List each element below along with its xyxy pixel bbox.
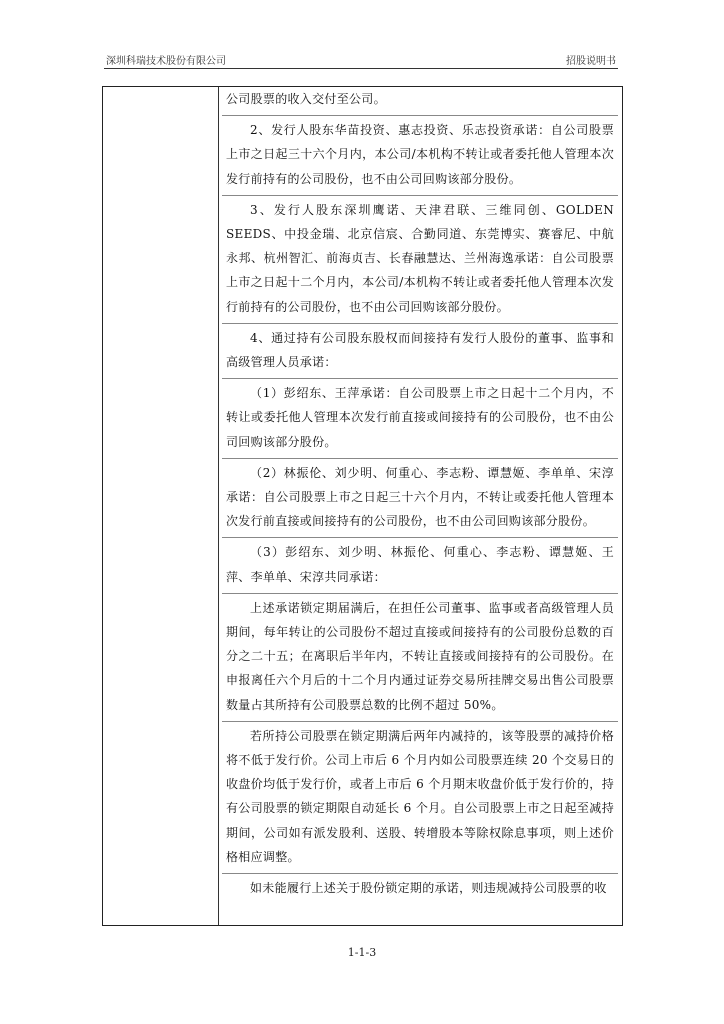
document-type: 招股说明书	[566, 56, 616, 67]
paragraph: 上述承诺锁定期届满后，在担任公司董事、监事或者高级管理人员期间，每年转让的公司股份不超过直接或间接持有的公司股份总数的百分之二十五；在离职后半年内，不转让直接或间接持有的公司股份。在申报离任六个月后的十二个月内通过证券交易所挂牌交易出售公司股票数量占其所持有公司股票总数的比例不超过 50%。	[226, 600, 614, 712]
paragraph: 公司股票的收入交付至公司。	[222, 87, 618, 116]
table-right-cell	[222, 87, 618, 904]
company-name: 深圳科瑞技术股份有限公司	[106, 56, 226, 67]
paragraph: 4、通过持有公司股东股权而间接持有发行人股份的董事、监事和高级管理人员承诺：	[222, 324, 618, 379]
paragraph: 3、发行人股东深圳鹰诺、天津君联、三维同创、GOLDEN SEEDS、中投金瑞、北京信宸、合勤同道、东莞博实、赛睿尼、中航永邦、杭州智汇、前海贞吉、长春融慧达、兰州海逸承诺：自公司股票上市之日起十二个月内，本公司/本机构不转让或者委托他人管理本次发行前持有的公司股份，也不由公司回购该部分股份。	[222, 196, 618, 324]
page-header	[104, 50, 618, 69]
paragraph: 若所持公司股票在锁定期满后两年内减持的，该等股票的减持价格将不低于发行价。公司上市后 6 个月内如公司股票连续 20 个交易日的收盘价均低于发行价，或者上市后 6 个月期末收盘价低于发行价的，持有公司股票的锁定期限自动延长 6 个月。自公司股票上市之日起至减持期间，公司如有派发股利、送股、转增股本等除权除息事项，则上述价格相应调整。	[222, 721, 618, 874]
page-number: 1-1-3	[347, 946, 377, 959]
paragraph: （3）彭绍东、刘少明、林振伦、何重心、李志粉、谭慧姬、王萍、李单单、宋淳共同承诺：	[222, 538, 618, 593]
commitment-table	[102, 86, 623, 926]
paragraph: 如未能履行上述关于股份锁定期的承诺，则违规减持公司股票的收	[250, 881, 607, 896]
paragraph: （2）林振伦、刘少明、何重心、李志粉、谭慧姬、李单单、宋淳承诺：自公司股票上市之日起三十六个月内，不转让或委托他人管理本次发行前直接或间接持有的公司股份，也不由公司回购该部分股份。	[222, 459, 618, 539]
paragraph: （1）彭绍东、王萍承诺：自公司股票上市之日起十二个月内，不转让或委托他人管理本次发行前直接或间接持有的公司股份，也不由公司回购该部分股份。	[222, 379, 618, 459]
column-divider	[218, 87, 219, 925]
paragraph: 2、发行人股东华苗投资、惠志投资、乐志投资承诺：自公司股票上市之日起三十六个月内，本公司/本机构不转让或者委托他人管理本次发行前持有的公司股份，也不由公司回购该部分股份。	[222, 116, 618, 196]
